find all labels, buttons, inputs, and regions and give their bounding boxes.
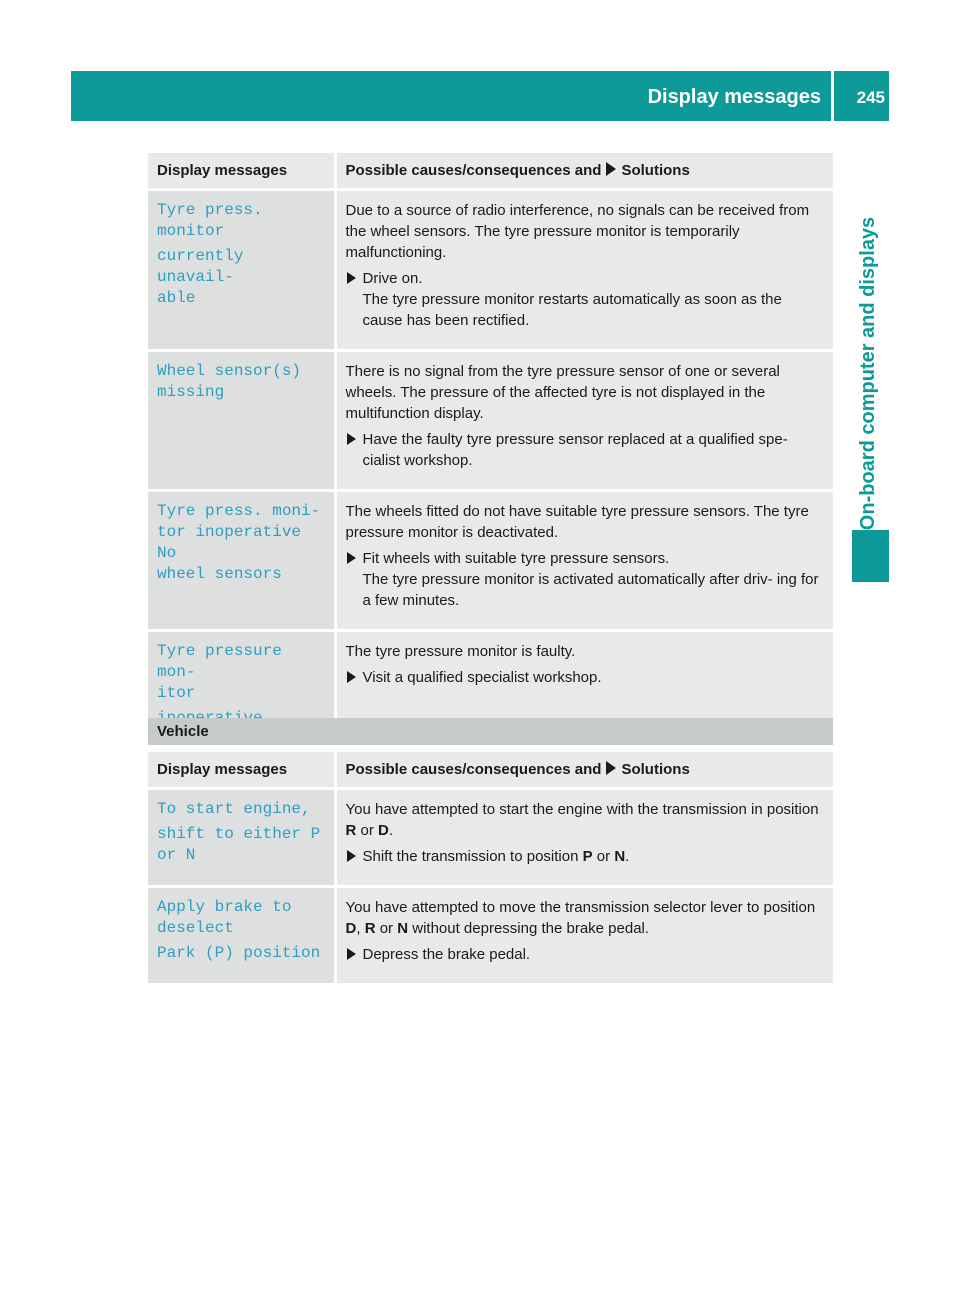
cause-text (346, 799, 826, 841)
message-line: shift to either P (157, 825, 321, 843)
message-line: tor inoperative No (157, 523, 302, 562)
text-part: without depressing the brake pedal. (408, 920, 650, 937)
text-part: You have attempted to move the transmission selector lever to position (345, 899, 816, 916)
table-row (148, 190, 833, 351)
step-arrow-icon (347, 272, 356, 284)
col-header-messages: Display messages (148, 752, 335, 789)
message-line: Park (P) position (157, 944, 321, 962)
gear-letter: D (378, 822, 389, 839)
cause-text: The tyre pressure monitor is faulty. (345, 643, 576, 660)
message-line: deselect (157, 919, 234, 937)
message-line: Tyre press. moni‐ (157, 502, 321, 520)
vehicle-messages-table (148, 752, 833, 986)
step-text: Fit wheels with suitable tyre pressure sensors. (362, 550, 670, 567)
message-line: Tyre pressure mon‐ (157, 642, 282, 681)
side-chapter-text: On-board computer and displays (857, 216, 880, 530)
page-number: 245 (856, 88, 885, 107)
message-solution (335, 789, 833, 887)
step-text: Depress the brake pedal. (362, 946, 531, 963)
table-row (148, 887, 833, 985)
col-header-suffix: Solutions (621, 162, 690, 179)
solution-step (346, 429, 826, 471)
step-arrow-icon (347, 552, 356, 564)
col-header-messages: Display messages (148, 153, 335, 190)
display-message (148, 351, 335, 491)
col-header-prefix: Possible causes/consequences and (345, 761, 602, 778)
right-triangle-icon (606, 162, 616, 176)
display-message (148, 789, 335, 887)
table-header-row (148, 752, 833, 789)
message-line: Tyre press. monitor (157, 201, 263, 240)
solution-step (346, 944, 826, 965)
table-row (148, 789, 833, 887)
chapter-marker (852, 530, 889, 582)
solution-step (346, 846, 826, 867)
step-text: Visit a qualified specialist workshop. (362, 669, 602, 686)
col-header-solutions (335, 752, 833, 789)
gear-letter: D (345, 920, 357, 937)
header-title: Display messages (647, 86, 821, 108)
cause-text: The wheels fitted do not have suitable tyre pressure sensors. The tyre pressure monitor is deactivated. (345, 503, 809, 541)
message-line: Apply brake to (157, 898, 292, 916)
message-line: or N (157, 846, 196, 864)
text-part: . (625, 848, 630, 865)
col-header-prefix: Possible causes/consequences and (345, 162, 602, 179)
solution-step (346, 268, 826, 331)
gear-letter: N (397, 920, 409, 937)
step-arrow-icon (347, 948, 356, 960)
right-triangle-icon (606, 761, 616, 775)
section-title: Vehicle (157, 723, 209, 740)
solution-step (346, 548, 826, 611)
text-part: or (592, 848, 615, 865)
message-line: missing (157, 383, 225, 401)
message-line: To start engine, (157, 800, 311, 818)
message-line: currently unavail‐ (157, 247, 244, 286)
table-row (148, 491, 833, 631)
col-header-suffix: Solutions (621, 761, 690, 778)
side-chapter-label (852, 163, 886, 583)
message-line: itor (157, 684, 196, 702)
message-solution (335, 887, 833, 985)
gear-letter: R (364, 920, 376, 937)
step-text: Have the faulty tyre pressure sensor replaced at a qualified spe‐ cialist workshop. (362, 431, 788, 469)
cause-text: Due to a source of radio interference, no signals can be received from the wheel sensors. The tyre pressure monitor is temporarily malfunctioning. (345, 202, 810, 261)
section-heading (148, 718, 833, 745)
message-solution (335, 190, 833, 351)
step-note: The tyre pressure monitor is activated automatically after driv‐ ing for a few minutes. (362, 571, 819, 609)
step-text: Drive on. (362, 270, 423, 287)
text-part: or (375, 920, 398, 937)
display-message (148, 887, 335, 985)
table-header-row (148, 153, 833, 190)
text-part: . (388, 822, 394, 839)
gear-letter: P (582, 848, 593, 865)
display-message (148, 190, 335, 351)
cause-text (346, 897, 826, 939)
text-part: or (356, 822, 379, 839)
step-text (363, 846, 826, 867)
message-line: wheel sensors (157, 565, 282, 583)
message-solution (335, 351, 833, 491)
gear-letter: N (614, 848, 626, 865)
header-divider (831, 71, 834, 121)
message-line: Wheel sensor(s) (157, 362, 302, 380)
message-line: able (157, 289, 196, 307)
text-part: You have attempted to start the engine with the transmission in position (345, 801, 819, 818)
step-arrow-icon (347, 433, 356, 445)
message-solution (335, 491, 833, 631)
page-header (71, 71, 889, 121)
step-note: The tyre pressure monitor restarts automatically as soon as the cause has been rectified. (362, 291, 782, 329)
text-part: Shift the transmission to position (362, 848, 583, 865)
text-part: , (356, 920, 365, 937)
table-row (148, 351, 833, 491)
solution-step (346, 667, 826, 688)
display-message (148, 491, 335, 631)
step-arrow-icon (347, 850, 356, 862)
step-arrow-icon (347, 671, 356, 683)
gear-letter: R (345, 822, 357, 839)
cause-text: There is no signal from the tyre pressure sensor of one or several wheels. The pressure of the affected tyre is not displayed in the multifunction display. (345, 363, 780, 422)
col-header-solutions (335, 153, 833, 190)
tyre-messages-table (148, 153, 833, 746)
